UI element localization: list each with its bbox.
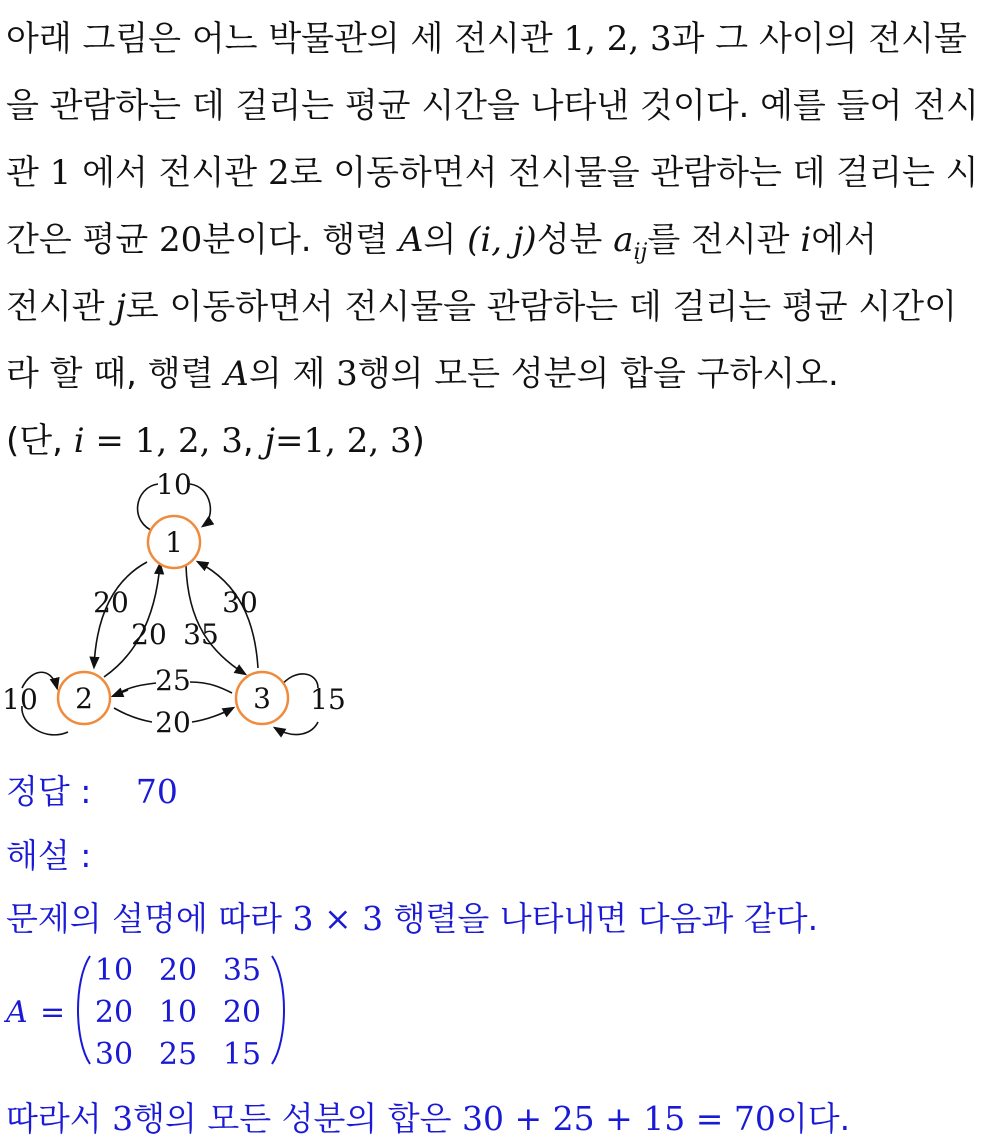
text-span: 의 제 bbox=[248, 354, 337, 394]
text-span: ) bbox=[411, 421, 425, 461]
text-span: 를 전시관 bbox=[647, 220, 801, 260]
text-span: 을 관람하는 데 걸리는 평균 시간을 나타낸 것이다. 예를 들어 전시 bbox=[6, 86, 979, 126]
math-span: 1, 2, 3 bbox=[563, 19, 672, 59]
explanation-text bbox=[6, 893, 818, 940]
edge-label-2-3: 20 bbox=[155, 706, 191, 739]
text-span: 따라서 bbox=[6, 1099, 113, 1138]
math-subscript: ij bbox=[633, 240, 648, 265]
math-span: 20 bbox=[159, 220, 203, 260]
math-var: a bbox=[613, 220, 634, 260]
math-span: 1, 2, 3 bbox=[303, 421, 412, 461]
problem-text bbox=[6, 6, 991, 475]
text-span: 에서 전시관 bbox=[71, 153, 268, 193]
math-span: 3 bbox=[336, 354, 358, 394]
museum-graph-diagram bbox=[0, 462, 360, 752]
problem-line-6 bbox=[6, 341, 991, 408]
matrix-cell: 15 bbox=[222, 1037, 262, 1070]
math-span: 30 + 25 + 15 = 70 bbox=[462, 1099, 776, 1138]
text-span: 로 이동하면서 전시물을 관람하는 데 걸리는 시 bbox=[289, 153, 979, 193]
text-span: 과 그 사이의 전시물 bbox=[671, 19, 967, 59]
problem-line-2 bbox=[6, 73, 991, 140]
problem-line-5 bbox=[6, 274, 991, 341]
text-span: , bbox=[242, 421, 265, 461]
matrix-cell: 20 bbox=[158, 953, 198, 988]
problem-line-4 bbox=[6, 207, 991, 274]
matrix-cell: 30 bbox=[94, 1037, 134, 1070]
math-span: 3 bbox=[112, 1099, 134, 1138]
answer-value: 70 bbox=[135, 772, 178, 811]
text-span: 분이다. 행렬 bbox=[202, 220, 399, 260]
edge-label-3-3: 15 bbox=[310, 683, 346, 716]
text-span: 간은 평균 bbox=[6, 220, 159, 260]
node-3-label: 3 bbox=[253, 682, 271, 715]
matrix-A bbox=[4, 950, 304, 1070]
math-span: (i, j) bbox=[467, 220, 537, 260]
math-var: j bbox=[115, 287, 126, 327]
text-span: (단, bbox=[6, 421, 74, 461]
edge-label-3-2: 25 bbox=[155, 664, 191, 697]
text-span: 로 이동하면서 전시물을 관람하는 데 걸리는 평균 시간이 bbox=[125, 287, 957, 327]
matrix-cell: 20 bbox=[94, 995, 134, 1030]
matrix-left-paren bbox=[78, 956, 90, 1064]
edge-label-1-3: 35 bbox=[183, 618, 219, 651]
math-var: j bbox=[264, 421, 276, 461]
math-span: = bbox=[84, 421, 135, 461]
text-span: 행의 모든 성분의 합은 bbox=[133, 1099, 462, 1138]
explanation-label bbox=[6, 830, 91, 877]
math-var: A bbox=[398, 220, 424, 260]
edge-label-2-1: 20 bbox=[131, 618, 167, 651]
answer-line bbox=[6, 766, 178, 813]
answer-label: 정답 : bbox=[6, 772, 92, 811]
matrix-cell: 25 bbox=[158, 1037, 198, 1070]
edge-3-2-head bbox=[113, 690, 128, 696]
math-span: 1 bbox=[49, 153, 72, 193]
edge-label-1-2: 20 bbox=[93, 586, 129, 619]
math-span: 1, 2, 3 bbox=[134, 421, 243, 461]
problem-line-3 bbox=[6, 140, 991, 207]
math-var: i bbox=[800, 220, 812, 260]
node-1-label: 1 bbox=[165, 526, 183, 559]
text-span: 전시관 bbox=[6, 287, 116, 327]
text-span: 의 bbox=[423, 220, 468, 260]
edge-label-2-2: 10 bbox=[2, 683, 38, 716]
text-span: 행렬을 나타내면 다음과 같다. bbox=[383, 899, 819, 938]
matrix-cell: 10 bbox=[158, 995, 198, 1030]
math-span: 3 × 3 bbox=[292, 899, 384, 938]
text-span: 라 할 때, 행렬 bbox=[6, 354, 225, 394]
math-var: i bbox=[73, 421, 85, 461]
text-span: 에서 bbox=[811, 220, 877, 260]
matrix-cell: 10 bbox=[94, 953, 134, 988]
matrix-right-paren bbox=[272, 956, 284, 1064]
text-span: 관 bbox=[6, 153, 50, 193]
conclusion-line bbox=[6, 1093, 850, 1140]
text-span: 성분 bbox=[536, 220, 614, 260]
matrix-equals: = bbox=[40, 995, 66, 1030]
matrix-cell: 35 bbox=[222, 953, 262, 988]
math-var: A bbox=[224, 354, 249, 394]
text-span: 이다. bbox=[775, 1099, 851, 1138]
matrix-cell: 20 bbox=[222, 995, 262, 1030]
math-span: = bbox=[275, 421, 304, 461]
node-2-label: 2 bbox=[75, 682, 93, 715]
explanation-heading: 해설 : bbox=[6, 836, 92, 875]
text-span: 행의 모든 성분의 합을 구하시오. bbox=[357, 354, 839, 394]
problem-line-1 bbox=[6, 6, 991, 73]
text-span: 문제의 설명에 따라 bbox=[6, 899, 293, 938]
matrix-name: A bbox=[6, 995, 28, 1030]
edge-label-3-1: 30 bbox=[222, 586, 258, 619]
math-span: 2 bbox=[267, 153, 290, 193]
edge-label-1-1: 10 bbox=[156, 468, 192, 501]
text-span: 아래 그림은 어느 박물관의 세 전시관 bbox=[6, 19, 564, 59]
